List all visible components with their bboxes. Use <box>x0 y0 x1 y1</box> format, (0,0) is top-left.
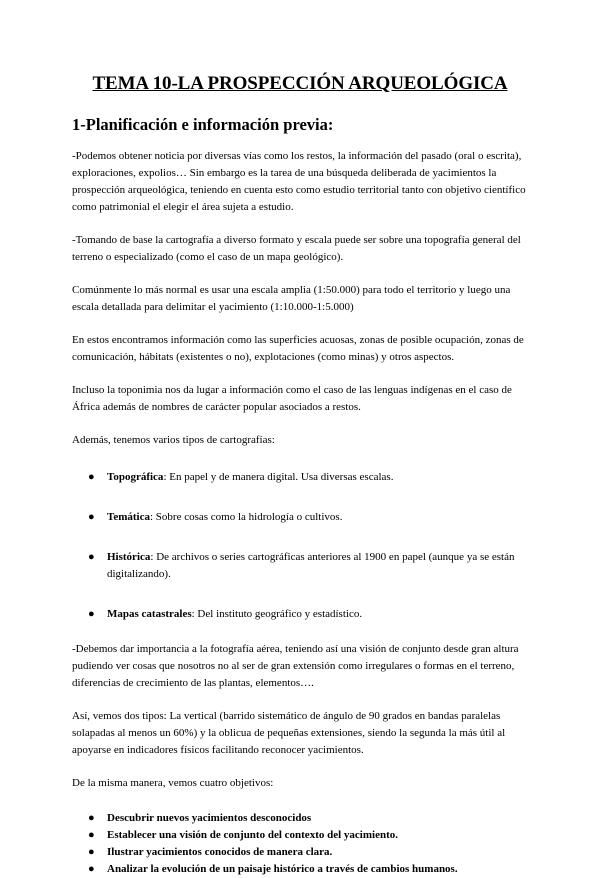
paragraph: -Tomando de base la cartografía a diverso formato y escala puede ser sobre una topografía general del terreno o especializado (como el caso de un mapa geológico). <box>72 234 521 263</box>
list-item-term: Temática <box>107 511 150 523</box>
cartography-list <box>72 469 532 623</box>
objective-text: Establecer una visión de conjunto del contexto del yacimiento. <box>107 829 398 841</box>
list-item-desc: : De archivos o series cartográficas anteriores al 1900 en papel (aunque ya se están digitalizando). <box>107 551 515 580</box>
paragraph: -Podemos obtener noticia por diversas vías como los restos, la información del pasado (oral o escrita), exploraciones, expolios… Sin embargo es la tarea de una búsqueda deliberada de yacimientos la prospección arqueológica, teniendo en cuenta esto como estudio territorial tanto con objetivo científico como patrimonial el elegir el área sujeta a estudio. <box>72 150 526 213</box>
list-item <box>72 606 532 623</box>
bullet-icon: ● <box>88 863 95 875</box>
paragraph: Incluso la toponimia nos da lugar a información como el caso de las lenguas indígenas en el caso de África además de nombres de carácter popular asociados a restos. <box>72 384 512 413</box>
objective-text: Descubrir nuevos yacimientos desconocidos <box>107 812 312 824</box>
list-item <box>72 861 532 878</box>
bullet-icon: ● <box>88 511 95 523</box>
document-title: TEMA 10-LA PROSPECCIÓN ARQUEOLÓGICA <box>92 73 508 94</box>
bullet-icon: ● <box>88 829 95 841</box>
list-item <box>72 549 532 583</box>
paragraph: Comúnmente lo más normal es usar una escala amplia (1:50.000) para todo el territorio y luego una escala detallada para delimitar el yacimiento (1:10.000-1:5.000) <box>72 284 511 313</box>
objective-text: Analizar la evolución de un paisaje histórico a través de cambios humanos. <box>107 863 458 875</box>
list-item <box>72 844 532 861</box>
paragraph: Además, tenemos varios tipos de cartografías: <box>72 434 275 446</box>
list-item-term: Topográfica <box>107 471 164 483</box>
list-item-desc: : En papel y de manera digital. Usa diversas escalas. <box>163 471 394 483</box>
list-item <box>72 509 532 526</box>
list-item <box>72 469 532 486</box>
paragraph: -Debemos dar importancia a la fotografía aérea, teniendo así una visión de conjunto desde gran altura pudiendo ver cosas que nosotros no al ser de gran extensión como irregulares o formas en el terreno, diferencias de crecimiento de las plantas, elementos…. <box>72 643 519 689</box>
list-item-term: Mapas catastrales <box>107 608 192 620</box>
document-body <box>72 148 532 878</box>
paragraph: Así, vemos dos tipos: La vertical (barrido sistemático de ángulo de 90 grados en bandas paralelas solapadas al menos un 60%) y la oblicua de pequeñas extensiones, siendo la segunda la más útil al apoyarse en indicadores físicos facilitando reconocer yacimientos. <box>72 710 506 756</box>
section-heading: 1-Planificación e información previa: <box>72 115 334 134</box>
list-item <box>72 810 532 827</box>
objectives-list <box>72 810 532 878</box>
bullet-icon: ● <box>88 812 95 824</box>
bullet-icon: ● <box>88 551 95 563</box>
paragraph: En estos encontramos información como las superficies acuosas, zonas de posible ocupación, zonas de comunicación, hábitats (existentes o no), explotaciones (como minas) y otros aspectos. <box>72 334 524 363</box>
bullet-icon: ● <box>88 471 95 483</box>
paragraph: De la misma manera, vemos cuatro objetivos: <box>72 777 274 789</box>
list-item <box>72 827 532 844</box>
bullet-icon: ● <box>88 608 95 620</box>
list-item-term: Histórica <box>107 551 151 563</box>
list-item-desc: : Del instituto geográfico y estadístico. <box>191 608 363 620</box>
list-item-desc: : Sobre cosas como la hidrología o cultivos. <box>149 511 343 523</box>
objective-text: Ilustrar yacimientos conocidos de manera clara. <box>107 846 333 858</box>
bullet-icon: ● <box>88 846 95 858</box>
